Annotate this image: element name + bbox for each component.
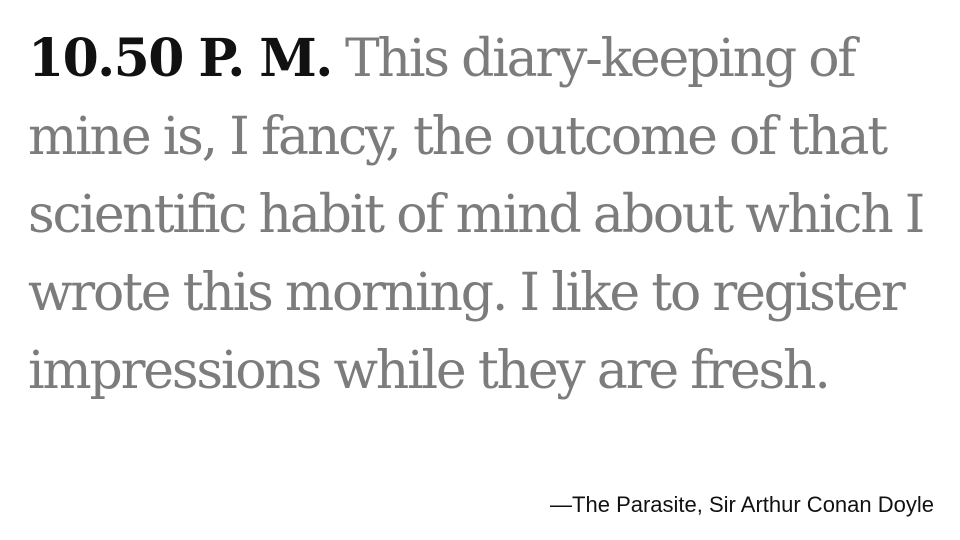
quote-attribution: —The Parasite, Sir Arthur Conan Doyle — [550, 492, 934, 517]
quote-body: This diary-keeping of mine is, I fancy, the outcome of that scientific habit of mind about which I wrote this morning. I like to register impressions while they are fresh. — [28, 29, 924, 401]
quote-text — [28, 20, 943, 410]
quote-heading: 10.50 P. M. — [28, 28, 332, 89]
